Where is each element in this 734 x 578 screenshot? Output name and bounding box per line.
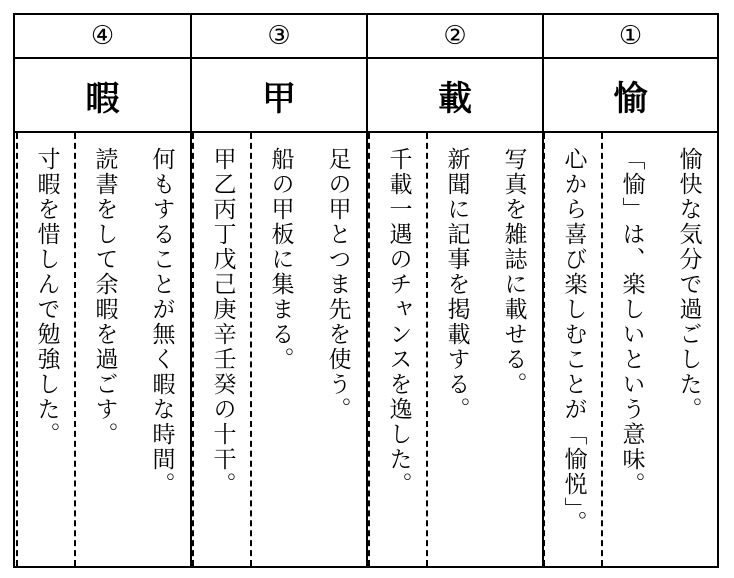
example-sentence: 「愉」は、楽しいという意味。	[601, 133, 659, 566]
column-number: ④	[15, 15, 190, 59]
column-kanji: 載	[368, 59, 542, 133]
column-number: ②	[368, 15, 542, 59]
column-kanji: 甲	[192, 59, 366, 133]
example-sentence: 心から喜び楽しむことが「愉悦」。	[543, 133, 601, 566]
example-sentence: 足の甲とつま先を使う。	[324, 147, 351, 422]
example-sentence: 船の甲板に集まる。	[250, 133, 308, 566]
example-sentence: 千載一遇のチャンスを逸した。	[368, 133, 426, 566]
examples-area	[15, 133, 190, 566]
examples-area	[192, 133, 366, 566]
example-sentence: 愉快な気分で過ごした。	[675, 147, 702, 422]
examples-area	[544, 133, 717, 566]
examples-area	[368, 133, 542, 566]
column-number: ③	[192, 15, 366, 59]
column-4	[15, 15, 192, 566]
example-sentence: 寸暇を惜しんで勉強した。	[16, 133, 74, 566]
example-sentence: 何もすることが無く暇な時間。	[148, 147, 175, 497]
column-3	[192, 15, 368, 566]
example-sentence: 写真を雑誌に載せる。	[500, 147, 527, 397]
kanji-practice-table	[13, 13, 719, 568]
example-sentence: 読書をして余暇を過ごす。	[74, 133, 132, 566]
example-sentence: 新聞に記事を掲載する。	[426, 133, 484, 566]
column-kanji: 愉	[544, 59, 717, 133]
column-number: ①	[544, 15, 717, 59]
column-kanji: 暇	[15, 59, 190, 133]
column-2	[368, 15, 544, 566]
column-1	[544, 15, 717, 566]
example-sentence: 甲乙丙丁戊己庚辛壬癸の十干。	[192, 133, 250, 566]
